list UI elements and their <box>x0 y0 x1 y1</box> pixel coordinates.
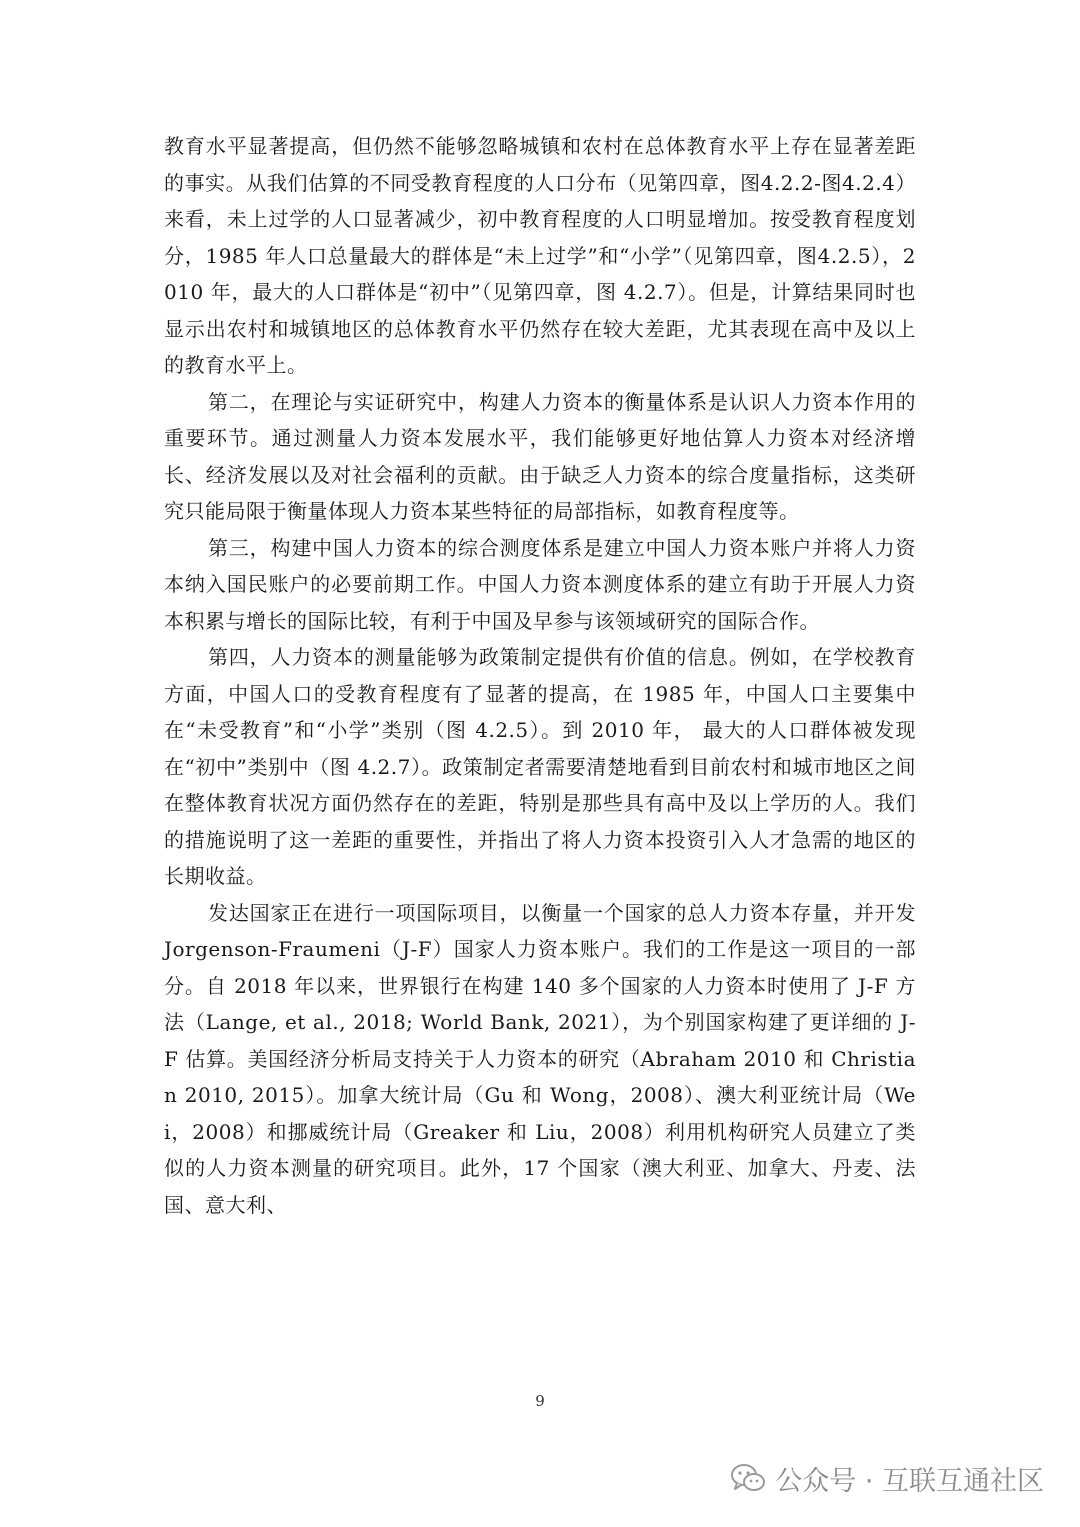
watermark <box>731 1458 1044 1498</box>
wechat-icon <box>731 1463 765 1493</box>
paragraph-4: 第四，人力资本的测量能够为政策制定提供有价值的信息。例如，在学校教育方面，中国人口的受教育程度有了显著的提高，在 1985 年，中国人口主要集中在“未受教育”和“小学”类别（图 4.2.5）。到 2010 年， 最大的人口群体被发现在“初中”类别中（图 4.2.7）。政策制定者需要清楚地看到目前农村和城市地区之间在整体教育状况方面仍然存在的差距，特别是那些具有高中及以上学历的人。我们的措施说明了这一差距的重要性，并指出了将人力资本投资引入人才急需的地区的长期收益。 <box>164 645 916 888</box>
paragraph-5: 发达国家正在进行一项国际项目，以衡量一个国家的总人力资本存量，并开发 Jorgenson-Fraumeni（J-F）国家人力资本账户。我们的工作是这一项目的一部分。自 2018 年以来，世界银行在构建 140 多个国家的人力资本时使用了 J-F 方法（Lange, et al., 2018; World Bank, 2021），为个别国家构建了更详细的 J-F 估算。美国经济分析局支持关于人力资本的研究（Abraham 2010 和 Christian 2010, 2015）。加拿大统计局（Gu 和 Wong，2008）、澳大利亚统计局（Wei，2008）和挪威统计局（Greaker 和 Liu，2008）利用机构研究人员建立了类似的人力资本测量的研究项目。此外，17 个国家（澳大利亚、加拿大、丹麦、法国、意大利、 <box>164 900 916 1217</box>
paragraph-3: 第三，构建中国人力资本的综合测度体系是建立中国人力资本账户并将人力资本纳入国民账户的必要前期工作。中国人力资本测度体系的建立有助于开展人力资本积累与增长的国际比较，有利于中国及早参与该领域研究的国际合作。 <box>164 535 916 633</box>
paragraph-1: 教育水平显著提高，但仍然不能够忽略城镇和农村在总体教育水平上存在显著差距的事实。从我们估算的不同受教育程度的人口分布（见第四章，图4.2.2-图4.2.4）来看，未上过学的人口显著减少，初中教育程度的人口明显增加。按受教育程度划分，1985 年人口总量最大的群体是“未上过学”和“小学”（见第四章，图4.2.5），2010 年，最大的人口群体是“初中”（见第四章，图 4.2.7）。但是，计算结果同时也显示出农村和城镇地区的总体教育水平仍然存在较大差距，尤其表现在高中及以上的教育水平上。 <box>164 134 916 377</box>
watermark-text: 公众号 · 互联互通社区 <box>775 1465 1044 1497</box>
paragraph-2: 第二，在理论与实证研究中，构建人力资本的衡量体系是认识人力资本作用的重要环节。通过测量人力资本发展水平，我们能够更好地估算人力资本对经济增长、经济发展以及对社会福利的贡献。由于缺乏人力资本的综合度量指标，这类研究只能局限于衡量体现人力资本某些特征的局部指标，如教育程度等。 <box>164 389 916 523</box>
body-text <box>164 128 916 1223</box>
page-number: 9 <box>535 1392 545 1410</box>
